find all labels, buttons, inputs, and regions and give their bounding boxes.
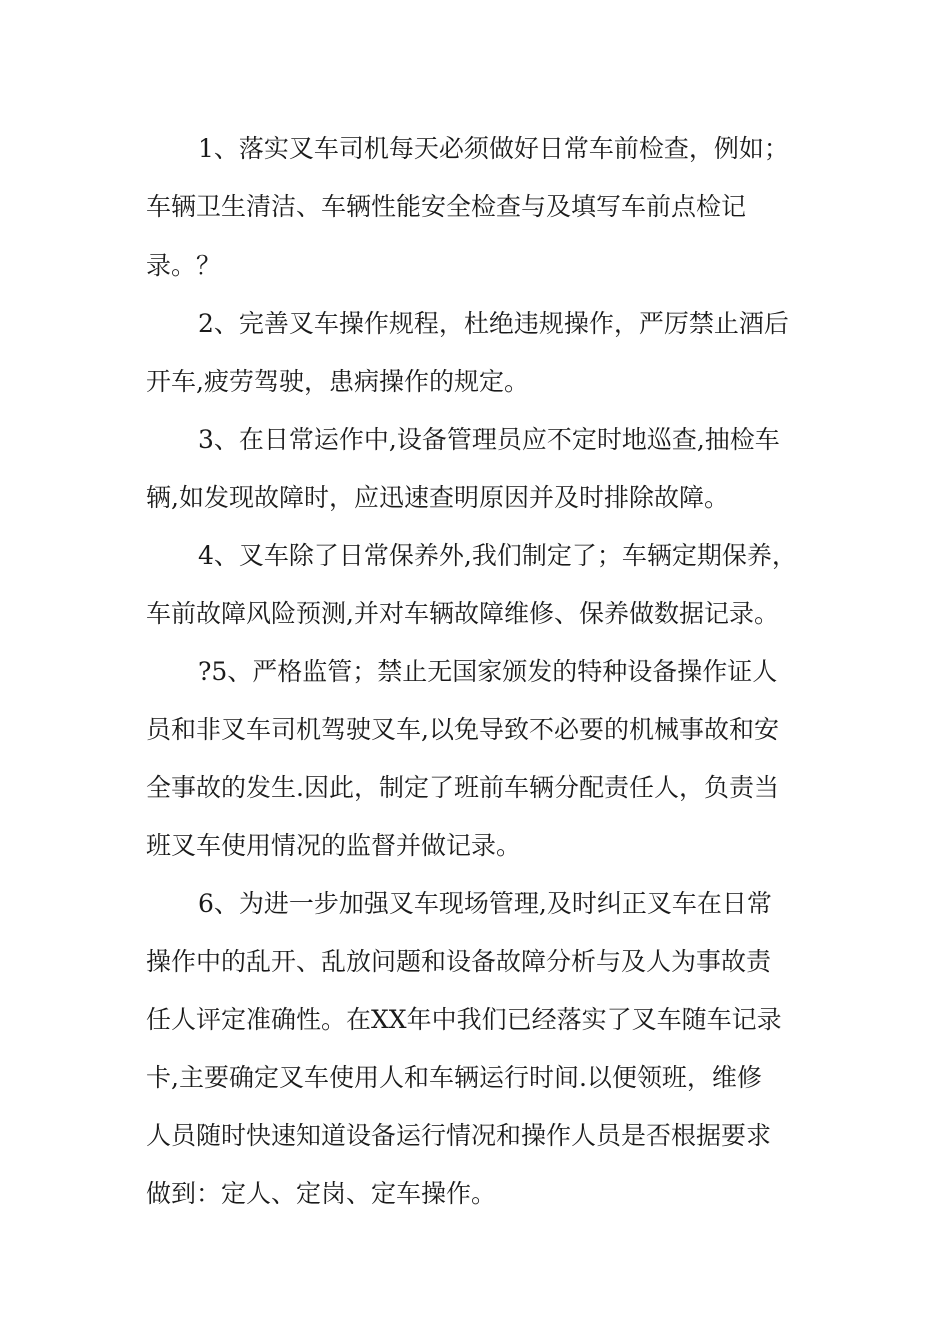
paragraph-6-line-2: 操作中的乱开、乱放问题和设备故障分析与及人为事故责 (146, 947, 772, 976)
paragraph-6-line-3: 任人评定准确性。在XX年中我们已经落实了叉车随车记录 (146, 1005, 782, 1034)
paragraph-2-line-1: 2、完善叉车操作规程，杜绝违规操作，严厉禁止酒后 (198, 309, 789, 338)
paragraph-4-line-1: 4、叉车除了日常保养外,我们制定了；车辆定期保养， (198, 541, 797, 570)
paragraph-2-line-2: 开车,疲劳驾驶，患病操作的规定。 (146, 367, 529, 396)
paragraph-1-line-1: 1、落实叉车司机每天必须做好日常车前检查，例如； (198, 134, 789, 163)
paragraph-1-line-3: 录。？ (146, 251, 222, 280)
paragraph-6-line-4: 卡,主要确定叉车使用人和车辆运行时间.以便领班，维修 (146, 1063, 762, 1092)
paragraph-6-line-5: 人员随时快速知道设备运行情况和操作人员是否根据要求 (146, 1121, 772, 1150)
paragraph-6-line-1: 6、为进一步加强叉车现场管理,及时纠正叉车在日常 (198, 889, 772, 918)
paragraph-4-line-2: 车前故障风险预测,并对车辆故障维修、保养做数据记录。 (146, 599, 779, 628)
paragraph-3-line-1: 3、在日常运作中,设备管理员应不定时地巡查,抽检车 (198, 425, 780, 454)
paragraph-5-line-4: 班叉车使用情况的监督并做记录。 (146, 831, 522, 860)
paragraph-5-line-1: ?5、严格监管；禁止无国家颁发的特种设备操作证人 (198, 657, 778, 686)
paragraph-6-line-6: 做到：定人、定岗、定车操作。 (146, 1179, 497, 1208)
paragraph-1-line-2: 车辆卫生清洁、车辆性能安全检查与及填写车前点检记 (146, 192, 747, 221)
paragraph-5-line-3: 全事故的发生.因此，制定了班前车辆分配责任人，负责当 (146, 773, 779, 802)
paragraph-3-line-2: 辆,如发现故障时，应迅速查明原因并及时排除故障。 (146, 483, 729, 512)
paragraph-5-line-2: 员和非叉车司机驾驶叉车,以免导致不必要的机械事故和安 (146, 715, 779, 744)
